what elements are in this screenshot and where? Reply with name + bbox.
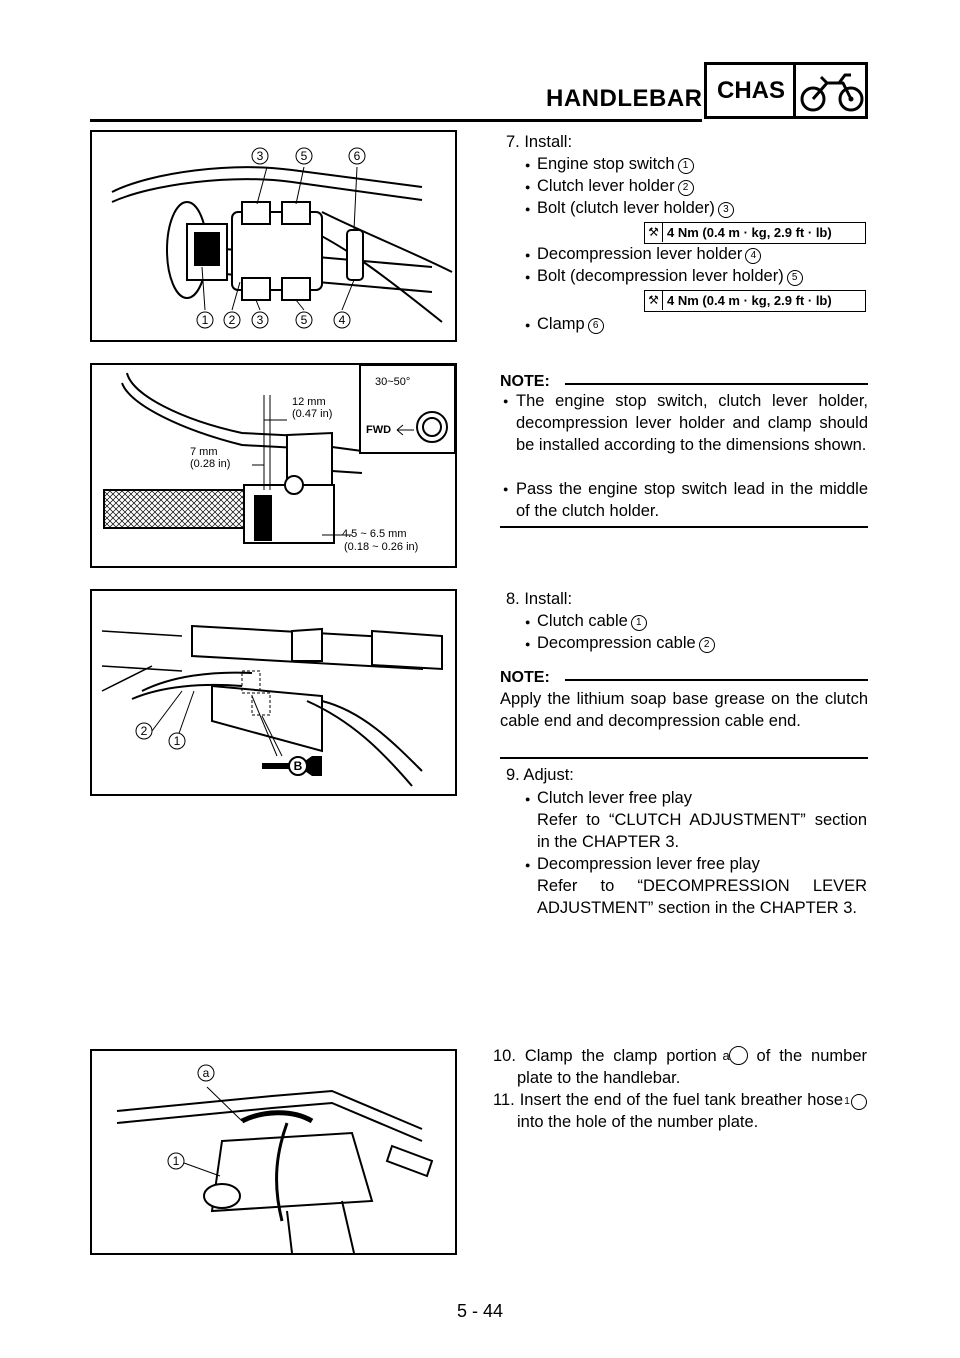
step-9-reference: Refer to “CLUTCH ADJUSTMENT” section in the CHAPTER 3. [537,811,867,851]
step-9-item: ● Clutch lever free play [537,787,692,809]
ref-letter: a [729,1046,748,1065]
callout-4: 4 [338,313,346,327]
step-9-title: 9. Adjust: [506,766,574,784]
step-8-title: 8. Install: [506,590,573,608]
torque-spec: ⚒ 4 Nm (0.4 m · kg, 2.9 ft · lb) [644,222,866,244]
dim-clamp-gap: 4.5 ~ 6.5 mm [342,528,407,540]
note-bullet: ● The engine stop switch, clutch lever holder, decompression lever holder and clamp should be installed according to the dimensions shown. [516,390,868,456]
callout-a: a [202,1066,210,1080]
step-11: 11. Insert the end of the fuel tank breather hose 1 into the hole of the number plate. [517,1089,867,1133]
callout-2: 2 [140,724,148,738]
note-text: Apply the lithium soap base grease on the clutch cable end and decompression cable end. [500,690,868,730]
step-9-reference: Refer to “DECOMPRESSION LEVER ADJUSTMENT” section in the CHAPTER 3. [537,877,867,917]
step-7-item: ● Bolt (decompression lever holder) 5 [537,265,803,287]
ref-number: 1 [851,1094,867,1110]
step-7-item: ● Bolt (clutch lever holder) 3 [537,197,734,219]
note-bullet: ● Pass the engine stop switch lead in the middle of the clutch holder. [516,478,868,522]
callout-3: 3 [256,149,264,163]
dim-7mm: 7 mm [190,446,218,458]
ref-number: 4 [745,248,761,264]
page-title: HANDLEBAR [546,85,703,112]
figure-number-plate [90,1049,457,1255]
step-10: 10. Clamp the clamp portion a of the number plate to the handlebar. [493,1047,868,1087]
callout-6: 6 [353,149,361,163]
torque-wrench-icon: ⚒ [645,223,663,242]
dim-clamp-gap-in: (0.18 ~ 0.26 in) [344,541,419,553]
dim-7mm-in: (0.28 in) [190,458,231,470]
section-badge [704,62,868,119]
ref-number: 2 [678,180,694,196]
figure-installation-dimensions [90,363,457,568]
section-label: CHAS [717,77,786,104]
header-rule [90,119,702,122]
callout-5: 5 [300,149,308,163]
ref-number: 1 [678,158,694,174]
figure-cable-routing [90,589,457,796]
callout-1: 1 [172,1154,180,1168]
dim-12mm-in: (0.47 in) [292,408,333,420]
figure-handlebar-switch-layout [90,130,457,342]
step-8-item: ● Decompression cable 2 [537,632,715,654]
dim-12mm: 12 mm [292,396,326,408]
step-7-item: ● Decompression lever holder 4 [537,243,761,265]
ref-number: 6 [588,318,604,334]
step-7-item: ● Engine stop switch 1 [537,153,694,175]
ref-number: 3 [718,202,734,218]
page-number: 5 - 44 [456,1301,504,1321]
step-7-item: ● Clutch lever holder 2 [537,175,694,197]
angle-label: 30~50° [375,376,411,388]
ref-number: 5 [787,270,803,286]
ref-number: 2 [699,637,715,653]
grease-symbol: B [293,759,303,773]
step-7-item: ● Clamp 6 [537,313,604,335]
torque-wrench-icon: ⚒ [645,291,663,310]
fwd-label: FWD [366,424,392,436]
step-9-item: ● Decompression lever free play [537,853,760,875]
ref-number: 1 [631,615,647,631]
callout-3b: 3 [256,313,264,327]
note-label: NOTE: [500,373,550,390]
note-label: NOTE: [500,669,550,686]
callout-1: 1 [173,734,181,748]
motorcycle-icon [799,69,865,115]
step-7-title: 7. Install: [506,133,573,151]
callout-2: 2 [228,313,236,327]
torque-spec: ⚒ 4 Nm (0.4 m · kg, 2.9 ft · lb) [644,290,866,312]
callout-5b: 5 [300,313,308,327]
step-8-item: ● Clutch cable 1 [537,610,647,632]
callout-1: 1 [201,313,209,327]
